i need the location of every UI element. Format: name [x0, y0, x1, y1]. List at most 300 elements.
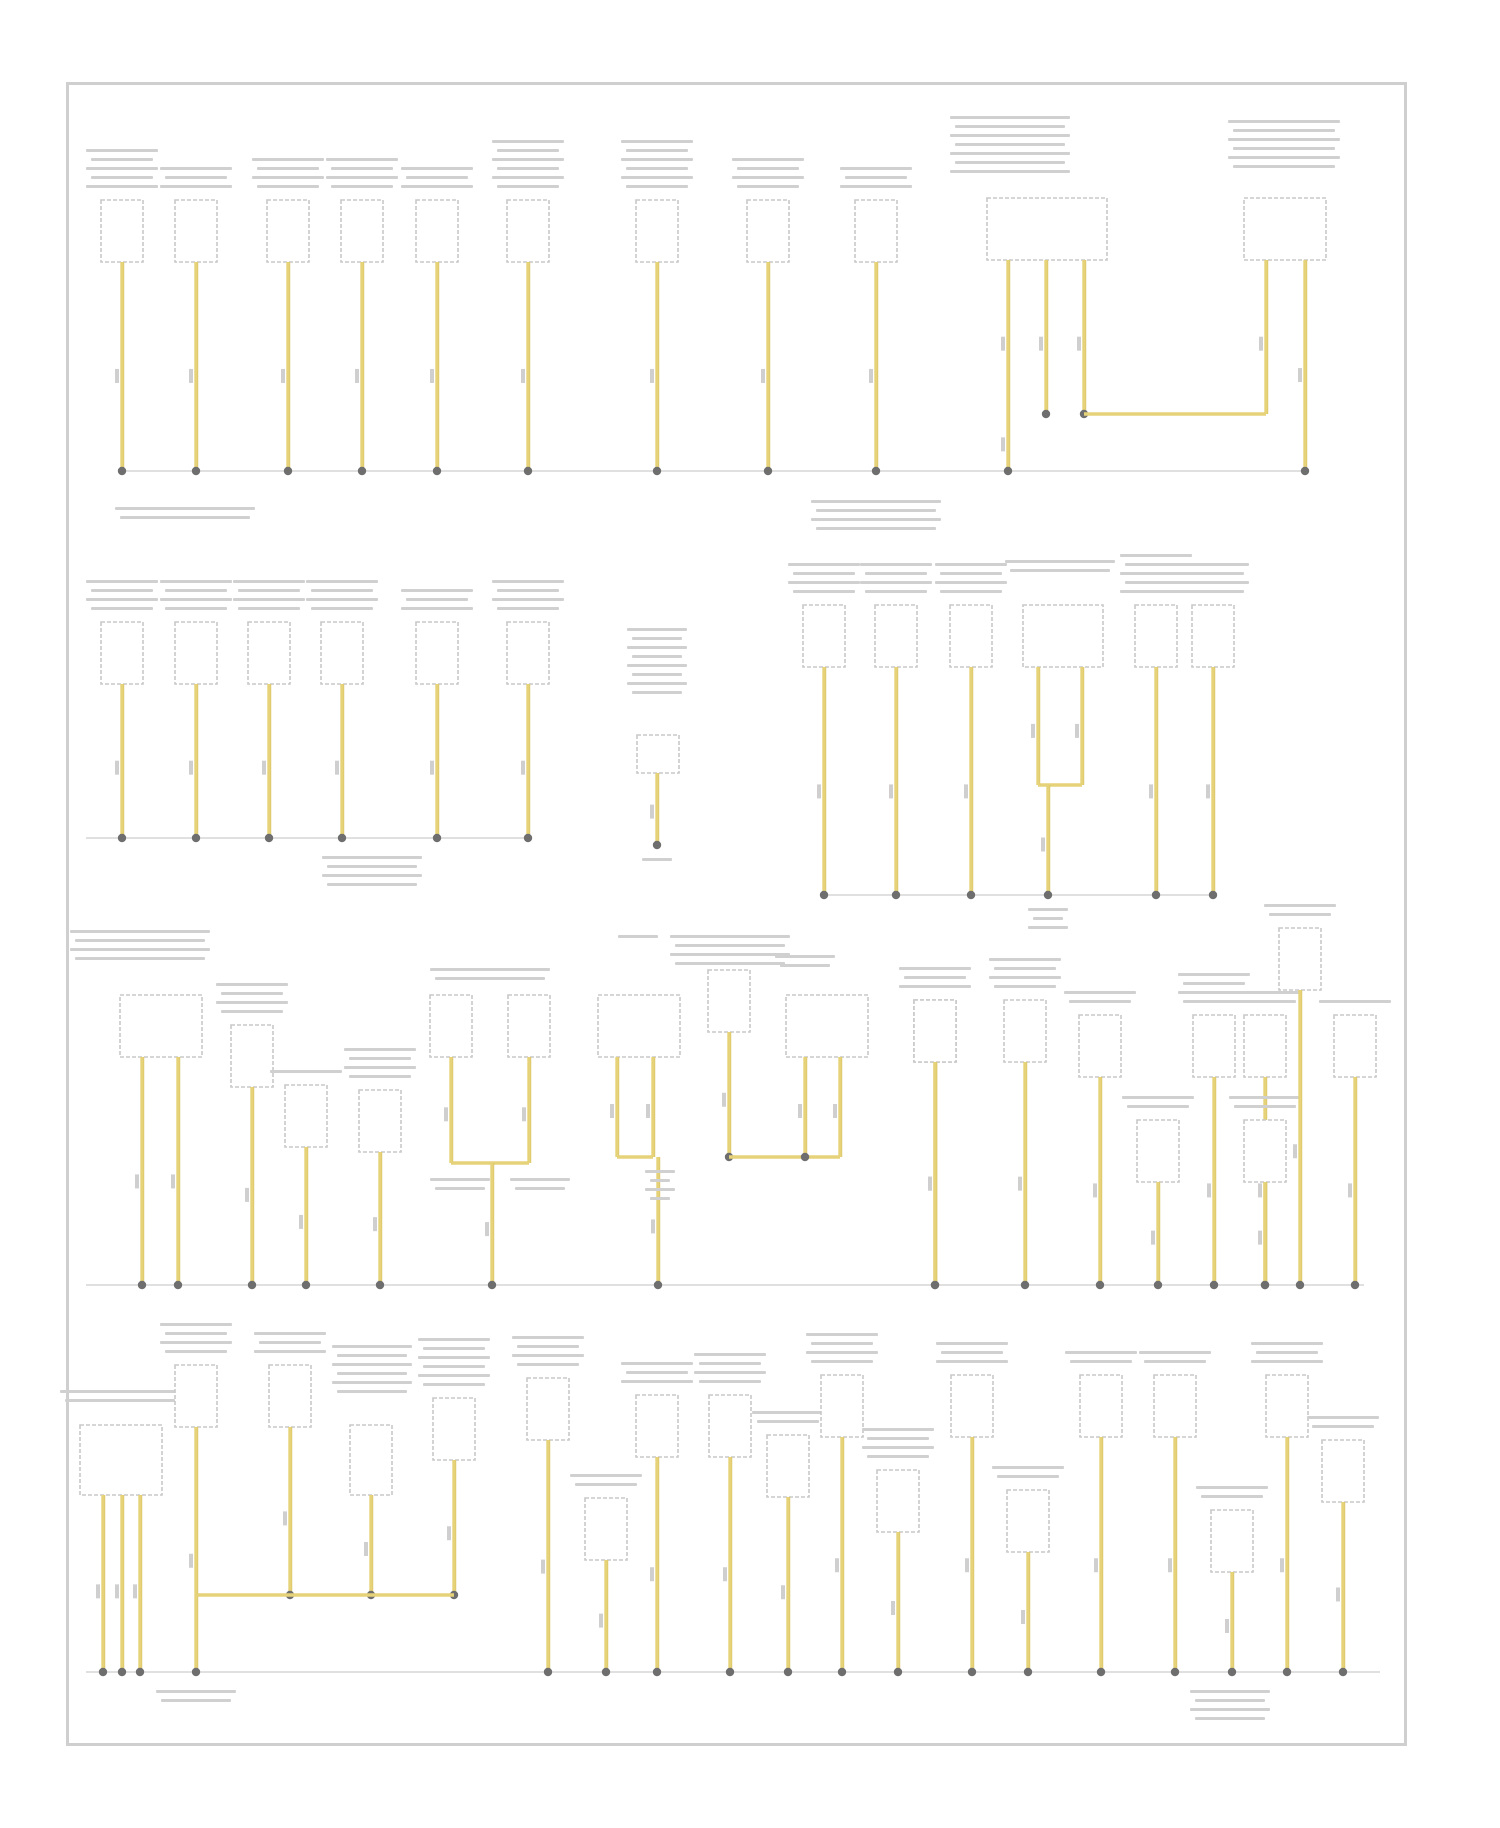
component-label-placeholder: [221, 1010, 283, 1013]
ground-point: [1004, 467, 1012, 475]
wire-code-tag: [171, 1174, 175, 1188]
ground-point: [488, 1281, 496, 1289]
component-box: [231, 1025, 273, 1087]
component-label-placeholder: [618, 935, 658, 938]
ground-point: [1044, 891, 1052, 899]
component-label-placeholder: [626, 149, 688, 152]
component-label-placeholder: [941, 1351, 1003, 1354]
component-box: [1080, 1375, 1122, 1437]
component-label-placeholder: [1177, 563, 1249, 566]
component-label-placeholder: [955, 161, 1065, 164]
component-label-placeholder: [645, 1170, 675, 1173]
wire-code-tag: [1021, 1610, 1025, 1624]
component-label-placeholder: [1229, 1096, 1301, 1099]
component-box: [1244, 1015, 1286, 1077]
component-label-placeholder: [940, 572, 1002, 575]
ground-point: [118, 1668, 126, 1676]
ground-point: [524, 834, 532, 842]
component-label-placeholder: [160, 598, 232, 601]
component-box: [747, 200, 789, 262]
component-label-placeholder: [1178, 973, 1250, 976]
component-label-placeholder: [165, 589, 227, 592]
component-label-placeholder: [1028, 908, 1068, 911]
component-label-placeholder: [699, 1362, 761, 1365]
wire-code-tag: [1293, 1144, 1297, 1158]
component-label-placeholder: [430, 968, 550, 971]
component-label-placeholder: [435, 977, 545, 980]
component-label-placeholder: [950, 152, 1070, 155]
component-label-placeholder: [675, 944, 785, 947]
component-label-placeholder: [1070, 1360, 1132, 1363]
wire-code-tag: [1225, 1619, 1229, 1633]
component-label-placeholder: [259, 1341, 321, 1344]
component-label-placeholder: [642, 858, 672, 861]
component-box: [1137, 1120, 1179, 1182]
component-label-placeholder: [816, 527, 936, 530]
component-label-placeholder: [757, 1420, 819, 1423]
component-label-placeholder: [1229, 991, 1301, 994]
component-label-placeholder: [992, 1466, 1064, 1469]
component-box: [1244, 198, 1326, 260]
component-label-placeholder: [936, 1360, 1008, 1363]
wire-code-tag: [1018, 1177, 1022, 1191]
wire-code-tag: [1206, 784, 1210, 798]
component-label-placeholder: [862, 1428, 934, 1431]
ground-point: [433, 467, 441, 475]
ground-point: [1024, 1668, 1032, 1676]
component-label-placeholder: [860, 581, 932, 584]
wire-code-tag: [1207, 1183, 1211, 1197]
component-box: [951, 1375, 993, 1437]
component-label-placeholder: [337, 1372, 407, 1375]
wire-code-tag: [1348, 1183, 1352, 1197]
wire-code-tag: [1041, 838, 1045, 852]
wire-code-tag: [189, 1554, 193, 1568]
ground-point: [1210, 1281, 1218, 1289]
ground-point: [820, 891, 828, 899]
component-label-placeholder: [955, 143, 1065, 146]
component-label-placeholder: [732, 176, 804, 179]
component-box: [786, 995, 868, 1057]
component-label-placeholder: [1183, 982, 1245, 985]
component-label-placeholder: [332, 1345, 412, 1348]
component-label-placeholder: [492, 158, 564, 161]
component-label-placeholder: [497, 185, 559, 188]
component-label-placeholder: [160, 185, 232, 188]
component-label-placeholder: [865, 572, 927, 575]
ground-point: [265, 834, 273, 842]
component-label-placeholder: [161, 1699, 231, 1702]
ground-point: [872, 467, 880, 475]
component-label-placeholder: [865, 590, 927, 593]
component-label-placeholder: [1005, 560, 1115, 563]
wire-code-tag: [891, 1601, 895, 1615]
component-box: [1211, 1510, 1253, 1572]
component-label-placeholder: [216, 983, 288, 986]
component-label-placeholder: [1069, 1000, 1131, 1003]
component-label-placeholder: [737, 167, 799, 170]
component-label-placeholder: [401, 185, 473, 188]
ground-point: [968, 1668, 976, 1676]
component-label-placeholder: [165, 1332, 227, 1335]
component-label-placeholder: [845, 176, 907, 179]
component-label-placeholder: [252, 158, 324, 161]
component-label-placeholder: [165, 1350, 227, 1353]
wire-code-tag: [1093, 1183, 1097, 1197]
component-label-placeholder: [1182, 572, 1244, 575]
component-box: [433, 1398, 475, 1460]
wire-code-tag: [646, 1104, 650, 1118]
component-label-placeholder: [86, 580, 158, 583]
wire-code-tag: [1001, 437, 1005, 451]
wire-code-tag: [833, 1104, 837, 1118]
component-label-placeholder: [418, 1356, 490, 1359]
component-label-placeholder: [626, 1371, 688, 1374]
component-label-placeholder: [120, 516, 250, 519]
component-label-placeholder: [349, 1057, 411, 1060]
component-box: [767, 1435, 809, 1497]
component-label-placeholder: [70, 948, 210, 951]
component-label-placeholder: [1234, 1105, 1296, 1108]
component-label-placeholder: [699, 1380, 761, 1383]
component-box: [321, 622, 363, 684]
wire-code-tag: [521, 369, 525, 383]
component-label-placeholder: [86, 598, 158, 601]
component-label-placeholder: [1190, 1708, 1270, 1711]
component-box: [914, 1000, 956, 1062]
component-label-placeholder: [860, 563, 932, 566]
wire-code-tag: [1039, 337, 1043, 351]
component-label-placeholder: [327, 883, 417, 886]
component-box: [1079, 1015, 1121, 1077]
component-label-placeholder: [621, 1380, 693, 1383]
component-label-placeholder: [936, 1342, 1008, 1345]
component-box: [341, 200, 383, 262]
component-label-placeholder: [621, 140, 693, 143]
wire-code-tag: [761, 369, 765, 383]
component-label-placeholder: [406, 176, 468, 179]
ground-point: [118, 834, 126, 842]
component-label-placeholder: [517, 1345, 579, 1348]
component-label-placeholder: [935, 581, 1007, 584]
component-label-placeholder: [322, 874, 422, 877]
ground-point: [136, 1668, 144, 1676]
component-label-placeholder: [311, 589, 373, 592]
component-label-placeholder: [156, 1690, 236, 1693]
ground-point: [433, 834, 441, 842]
component-label-placeholder: [670, 953, 790, 956]
ground-point: [1152, 891, 1160, 899]
component-label-placeholder: [252, 176, 324, 179]
wire-code-tag: [781, 1585, 785, 1599]
wire-code-tag: [1168, 1558, 1172, 1572]
wire-code-tag: [189, 761, 193, 775]
component-label-placeholder: [510, 1178, 570, 1181]
component-label-placeholder: [497, 589, 559, 592]
component-label-placeholder: [337, 1390, 407, 1393]
component-box: [175, 622, 217, 684]
component-label-placeholder: [1307, 1416, 1379, 1419]
component-label-placeholder: [492, 580, 564, 583]
component-label-placeholder: [1177, 581, 1249, 584]
component-box: [101, 622, 143, 684]
wire-code-tag: [281, 369, 285, 383]
component-box: [416, 200, 458, 262]
wire-code-tag: [541, 1560, 545, 1574]
component-label-placeholder: [816, 509, 936, 512]
component-label-placeholder: [492, 598, 564, 601]
wire-code-tag: [1151, 1231, 1155, 1245]
component-label-placeholder: [627, 664, 687, 667]
component-box: [1007, 1490, 1049, 1552]
ground-point: [138, 1281, 146, 1289]
component-label-placeholder: [793, 590, 855, 593]
component-box: [507, 200, 549, 262]
component-label-placeholder: [270, 1070, 342, 1073]
component-box: [950, 605, 992, 667]
component-label-placeholder: [955, 125, 1065, 128]
component-label-placeholder: [650, 1197, 670, 1200]
ground-point: [544, 1668, 552, 1676]
component-label-placeholder: [497, 607, 559, 610]
wire-code-tag: [889, 784, 893, 798]
component-box: [248, 622, 290, 684]
component-label-placeholder: [621, 1362, 693, 1365]
component-label-placeholder: [86, 149, 158, 152]
component-label-placeholder: [254, 1350, 326, 1353]
component-label-placeholder: [1201, 1495, 1263, 1498]
component-label-placeholder: [418, 1338, 490, 1341]
component-label-placeholder: [406, 598, 468, 601]
component-label-placeholder: [70, 930, 210, 933]
component-label-placeholder: [806, 1333, 878, 1336]
component-label-placeholder: [1120, 590, 1192, 593]
wire-code-tag: [723, 1567, 727, 1581]
wire-code-tag: [485, 1222, 489, 1236]
component-box: [1154, 1375, 1196, 1437]
wire-code-tag: [1031, 724, 1035, 738]
component-box: [430, 995, 472, 1057]
component-label-placeholder: [344, 1066, 416, 1069]
component-label-placeholder: [675, 962, 785, 965]
ground-point: [1096, 1281, 1104, 1289]
component-box: [359, 1090, 401, 1152]
ground-point: [1228, 1668, 1236, 1676]
component-label-placeholder: [1010, 569, 1110, 572]
component-box: [101, 200, 143, 262]
component-label-placeholder: [737, 185, 799, 188]
component-label-placeholder: [160, 1341, 232, 1344]
component-label-placeholder: [1256, 1351, 1318, 1354]
ground-point: [302, 1281, 310, 1289]
ground-point: [1261, 1281, 1269, 1289]
component-label-placeholder: [216, 1001, 288, 1004]
component-label-placeholder: [862, 1446, 934, 1449]
ground-point: [192, 834, 200, 842]
component-label-placeholder: [806, 1351, 878, 1354]
component-label-placeholder: [780, 964, 830, 967]
ground-point: [248, 1281, 256, 1289]
component-label-placeholder: [497, 167, 559, 170]
component-label-placeholder: [418, 1374, 490, 1377]
component-label-placeholder: [165, 176, 227, 179]
component-box: [1023, 605, 1103, 667]
component-label-placeholder: [60, 1390, 180, 1393]
wire-code-tag: [245, 1188, 249, 1202]
wire-code-tag: [599, 1614, 603, 1628]
component-label-placeholder: [752, 1411, 824, 1414]
component-label-placeholder: [435, 1187, 485, 1190]
ground-point: [653, 467, 661, 475]
wire-code-tag: [928, 1177, 932, 1191]
component-box: [1279, 928, 1321, 990]
ground-point: [764, 467, 772, 475]
wire-code-tag: [1259, 337, 1263, 351]
component-label-placeholder: [1228, 156, 1340, 159]
component-label-placeholder: [950, 116, 1070, 119]
component-label-placeholder: [788, 581, 860, 584]
wire-code-tag: [115, 761, 119, 775]
ground-point: [1154, 1281, 1162, 1289]
component-label-placeholder: [401, 589, 473, 592]
component-box: [875, 605, 917, 667]
component-label-placeholder: [1139, 1351, 1211, 1354]
component-label-placeholder: [732, 158, 804, 161]
component-label-placeholder: [621, 176, 693, 179]
component-label-placeholder: [75, 939, 205, 942]
component-label-placeholder: [935, 563, 1007, 566]
component-label-placeholder: [626, 185, 688, 188]
wire-code-tag: [522, 1107, 526, 1121]
component-label-placeholder: [86, 167, 158, 170]
wire-code-tag: [650, 1567, 654, 1581]
ground-point: [1209, 891, 1217, 899]
ground-point: [654, 1281, 662, 1289]
component-label-placeholder: [1233, 147, 1335, 150]
component-box: [803, 605, 845, 667]
component-label-placeholder: [492, 140, 564, 143]
component-label-placeholder: [331, 185, 393, 188]
component-box: [709, 1395, 751, 1457]
component-box: [1192, 605, 1234, 667]
component-label-placeholder: [326, 176, 398, 179]
component-box: [527, 1378, 569, 1440]
component-label-placeholder: [221, 992, 283, 995]
component-label-placeholder: [332, 1363, 412, 1366]
component-label-placeholder: [1122, 1096, 1194, 1099]
component-label-placeholder: [160, 1323, 232, 1326]
component-label-placeholder: [306, 580, 378, 583]
component-box: [636, 1395, 678, 1457]
component-label-placeholder: [423, 1365, 485, 1368]
ground-point: [931, 1281, 939, 1289]
component-label-placeholder: [1190, 1690, 1270, 1693]
component-box: [120, 995, 202, 1057]
wire-code-tag: [115, 1584, 119, 1598]
component-label-placeholder: [326, 158, 398, 161]
ground-point: [784, 1668, 792, 1676]
component-label-placeholder: [165, 607, 227, 610]
component-label-placeholder: [401, 607, 473, 610]
ground-point: [653, 1668, 661, 1676]
component-box: [350, 1425, 392, 1495]
component-box: [175, 200, 217, 262]
component-box: [1193, 1015, 1235, 1077]
component-label-placeholder: [322, 856, 422, 859]
component-label-placeholder: [517, 1363, 579, 1366]
wire-code-tag: [817, 784, 821, 798]
component-box: [1244, 1120, 1286, 1182]
component-label-placeholder: [950, 134, 1070, 137]
ground-point: [192, 467, 200, 475]
wire-code-tag: [262, 761, 266, 775]
component-label-placeholder: [1127, 1105, 1189, 1108]
component-label-placeholder: [515, 1187, 565, 1190]
wire-code-tag: [430, 369, 434, 383]
component-label-placeholder: [1195, 1717, 1265, 1720]
component-label-placeholder: [788, 563, 860, 566]
wire-code-tag: [447, 1526, 451, 1540]
component-label-placeholder: [1120, 572, 1192, 575]
ground-point: [967, 891, 975, 899]
component-label-placeholder: [91, 176, 153, 179]
component-label-placeholder: [650, 1179, 670, 1182]
component-label-placeholder: [940, 590, 1002, 593]
component-label-placeholder: [627, 682, 687, 685]
component-label-placeholder: [160, 167, 232, 170]
component-label-placeholder: [1269, 913, 1331, 916]
component-label-placeholder: [899, 985, 971, 988]
ground-point: [838, 1668, 846, 1676]
component-label-placeholder: [233, 580, 305, 583]
component-label-placeholder: [233, 598, 305, 601]
wire-code-tag: [965, 1558, 969, 1572]
component-label-placeholder: [670, 935, 790, 938]
wire-code-tag: [335, 761, 339, 775]
wire-code-tag: [650, 805, 654, 819]
component-box: [267, 200, 309, 262]
component-label-placeholder: [65, 1399, 175, 1402]
component-label-placeholder: [1065, 1351, 1137, 1354]
component-box: [1334, 1015, 1376, 1077]
component-label-placeholder: [401, 167, 473, 170]
ground-point: [653, 841, 661, 849]
component-box: [877, 1470, 919, 1532]
component-label-placeholder: [867, 1437, 929, 1440]
component-box: [507, 622, 549, 684]
wire-code-tag: [1077, 337, 1081, 351]
component-label-placeholder: [430, 1178, 490, 1181]
component-label-placeholder: [899, 967, 971, 970]
component-box: [1266, 1375, 1308, 1437]
component-label-placeholder: [1028, 926, 1068, 929]
component-label-placeholder: [1251, 1360, 1323, 1363]
ground-point: [894, 1668, 902, 1676]
wire-code-tag: [722, 1093, 726, 1107]
ground-point: [1021, 1281, 1029, 1289]
component-label-placeholder: [632, 691, 682, 694]
wire-code-tag: [964, 784, 968, 798]
component-label-placeholder: [91, 607, 153, 610]
ground-point: [1283, 1668, 1291, 1676]
ground-point: [338, 834, 346, 842]
ground-point: [376, 1281, 384, 1289]
component-label-placeholder: [238, 589, 300, 592]
component-label-placeholder: [1228, 138, 1340, 141]
wire-code-tag: [1280, 1558, 1284, 1572]
component-label-placeholder: [997, 1475, 1059, 1478]
component-label-placeholder: [75, 957, 205, 960]
